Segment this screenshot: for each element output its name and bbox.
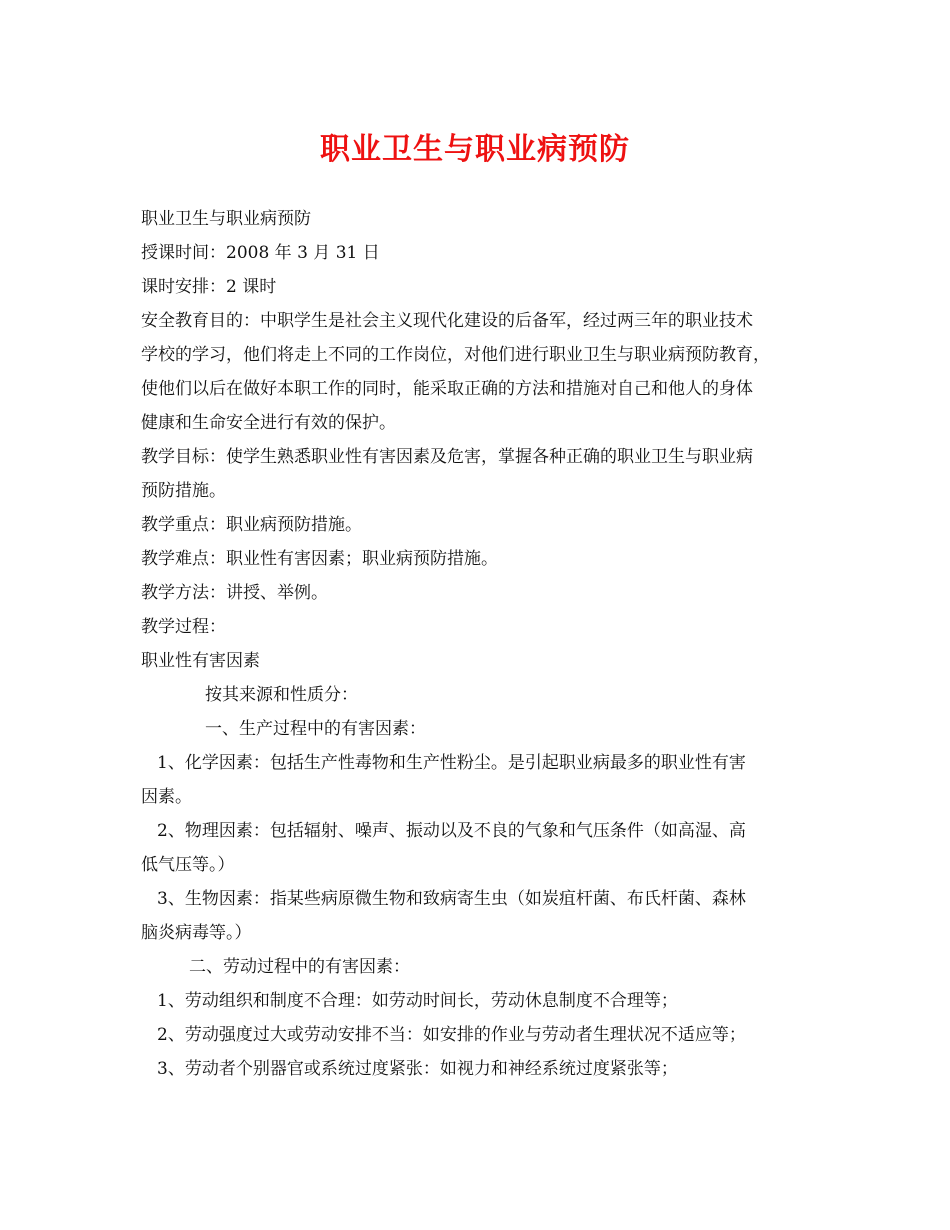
text-line: 教学重点：职业病预防措施。: [141, 515, 362, 535]
text-line: 低气压等。）: [141, 855, 235, 875]
text-line: 按其来源和性质分：: [205, 685, 358, 705]
list-item: 1、化学因素：包括生产性毒物和生产性粉尘。是引起职业病最多的职业性有害: [157, 753, 746, 773]
list-item: 2、物理因素：包括辐射、噪声、振动以及不良的气象和气压条件（如高湿、高: [157, 821, 746, 841]
text-line: 授课时间：2008 年 3 月 31 日: [141, 243, 380, 263]
text-line: 因素。: [141, 787, 192, 807]
text-line: 安全教育目的：中职学生是社会主义现代化建设的后备军，经过两三年的职业技术: [141, 311, 753, 331]
text-line: 教学过程：: [141, 617, 226, 637]
text-line: 职业卫生与职业病预防: [141, 209, 311, 229]
text-line: 教学目标：使学生熟悉职业性有害因素及危害，掌握各种正确的职业卫生与职业病: [141, 447, 753, 467]
document-title: 职业卫生与职业病预防: [320, 132, 630, 167]
list-item: 3、生物因素：指某些病原微生物和致病寄生虫（如炭疽杆菌、布氏杆菌、森林: [157, 889, 746, 909]
list-item: 2、劳动强度过大或劳动安排不当：如安排的作业与劳动者生理状况不适应等；: [157, 1025, 746, 1045]
list-item: 3、劳动者个别器官或系统过度紧张：如视力和神经系统过度紧张等；: [157, 1059, 678, 1079]
section-heading: 职业性有害因素: [141, 651, 260, 671]
list-item: 1、劳动组织和制度不合理：如劳动时间长，劳动休息制度不合理等；: [157, 991, 678, 1011]
text-line: 学校的学习，他们将走上不同的工作岗位，对他们进行职业卫生与职业病预防教育，: [141, 345, 770, 365]
subsection-heading: 一、生产过程中的有害因素：: [205, 719, 426, 739]
text-line: 脑炎病毒等。）: [141, 923, 252, 943]
text-line: 健康和生命安全进行有效的保护。: [141, 413, 396, 433]
subsection-heading: 二、劳动过程中的有害因素：: [189, 957, 410, 977]
text-line: 预防措施。: [141, 481, 226, 501]
text-line: 课时安排：2 课时: [141, 277, 277, 297]
text-line: 使他们以后在做好本职工作的同时，能采取正确的方法和措施对自己和他人的身体: [141, 379, 753, 399]
text-line: 教学难点：职业性有害因素；职业病预防措施。: [141, 549, 498, 569]
text-line: 教学方法：讲授、举例。: [141, 583, 328, 603]
document-body: [141, 202, 813, 1086]
